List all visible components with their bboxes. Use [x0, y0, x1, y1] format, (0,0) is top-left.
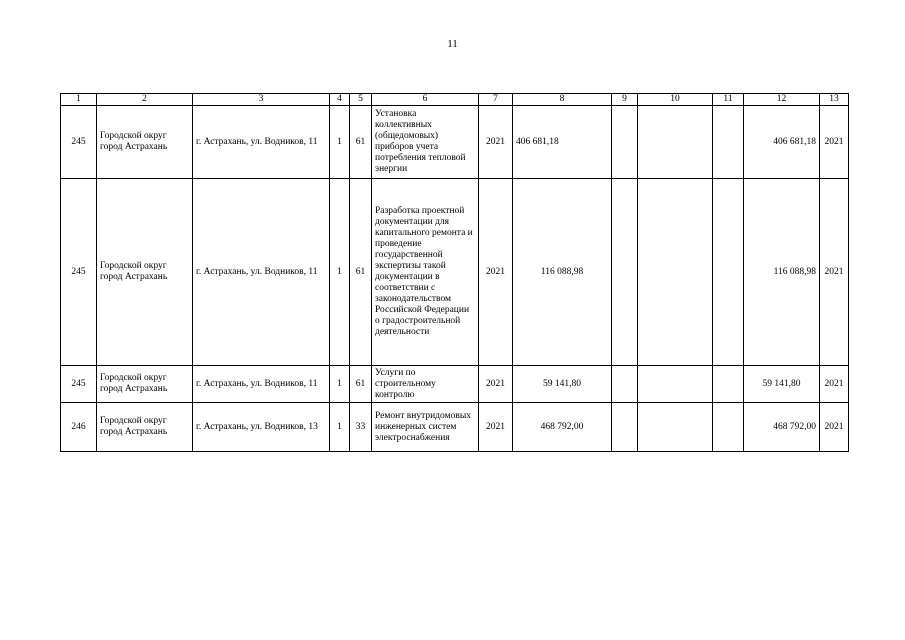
cell-col4: 1	[330, 403, 350, 452]
cell-col9	[612, 179, 638, 366]
cell-col13: 2021	[820, 179, 849, 366]
cell-col5: 61	[350, 179, 372, 366]
cell-municipality: Городской округ город Астрахань	[97, 403, 193, 452]
cell-municipality: Городской округ город Астрахань	[97, 366, 193, 403]
table-row	[61, 403, 849, 452]
column-header: 10	[638, 94, 713, 106]
cell-year: 2021	[479, 403, 513, 452]
cell-col13: 2021	[820, 403, 849, 452]
cell-col10	[638, 366, 713, 403]
cell-col5: 33	[350, 403, 372, 452]
cell-col9	[612, 403, 638, 452]
cell-col11	[713, 179, 744, 366]
column-header: 8	[513, 94, 612, 106]
cell-col4: 1	[330, 106, 350, 179]
cell-col13: 2021	[820, 366, 849, 403]
cell-year: 2021	[479, 106, 513, 179]
cell-col10	[638, 179, 713, 366]
column-header: 4	[330, 94, 350, 106]
column-header: 6	[372, 94, 479, 106]
cell-col12: 116 088,98	[744, 179, 820, 366]
column-header: 2	[97, 94, 193, 106]
cell-col4: 1	[330, 366, 350, 403]
cell-work-type: Ремонт внутридомовых инженерных систем электроснабжения	[372, 403, 479, 452]
cell-total-cost: 406 681,18	[513, 106, 612, 179]
cell-year: 2021	[479, 366, 513, 403]
cell-col11	[713, 366, 744, 403]
page-number: 11	[447, 38, 458, 50]
cell-number: 245	[61, 106, 97, 179]
column-header: 9	[612, 94, 638, 106]
cell-number: 245	[61, 179, 97, 366]
column-header: 3	[193, 94, 330, 106]
column-header: 11	[713, 94, 744, 106]
cell-col10	[638, 403, 713, 452]
cell-col12: 59 141,80	[744, 366, 820, 403]
column-header: 5	[350, 94, 372, 106]
cell-col9	[612, 366, 638, 403]
cell-col12: 468 792,00	[744, 403, 820, 452]
cell-address: г. Астрахань, ул. Водников, 11	[193, 106, 330, 179]
cell-col12: 406 681,18	[744, 106, 820, 179]
cell-total-cost: 59 141,80	[513, 366, 612, 403]
cell-col5: 61	[350, 106, 372, 179]
cell-address: г. Астрахань, ул. Водников, 11	[193, 179, 330, 366]
cell-municipality: Городской округ город Астрахань	[97, 179, 193, 366]
cell-municipality: Городской округ город Астрахань	[97, 106, 193, 179]
cell-address: г. Астрахань, ул. Водников, 13	[193, 403, 330, 452]
table-row	[61, 106, 849, 179]
column-header: 13	[820, 94, 849, 106]
cell-number: 246	[61, 403, 97, 452]
cell-col10	[638, 106, 713, 179]
cell-work-type: Установка коллективных (общедомовых) приборов учета потребления тепловой энергии	[372, 106, 479, 179]
table-row	[61, 366, 849, 403]
column-header: 1	[61, 94, 97, 106]
cell-col4: 1	[330, 179, 350, 366]
cell-total-cost: 468 792,00	[513, 403, 612, 452]
column-header: 12	[744, 94, 820, 106]
cell-year: 2021	[479, 179, 513, 366]
header-row	[61, 94, 849, 106]
cell-work-type: Услуги по строительному контролю	[372, 366, 479, 403]
table-row	[61, 179, 849, 366]
cell-col9	[612, 106, 638, 179]
cell-col13: 2021	[820, 106, 849, 179]
cell-total-cost: 116 088,98	[513, 179, 612, 366]
cell-col11	[713, 403, 744, 452]
column-header: 7	[479, 94, 513, 106]
cell-work-type: Разработка проектной документации для капитального ремонта и проведение государственной экспертизы такой документации в соответствии с законодательством Российской Федерации о градостроительной деятельности	[372, 179, 479, 366]
cell-col5: 61	[350, 366, 372, 403]
registry-table	[60, 93, 849, 452]
cell-address: г. Астрахань, ул. Водников, 11	[193, 366, 330, 403]
cell-col11	[713, 106, 744, 179]
cell-number: 245	[61, 366, 97, 403]
